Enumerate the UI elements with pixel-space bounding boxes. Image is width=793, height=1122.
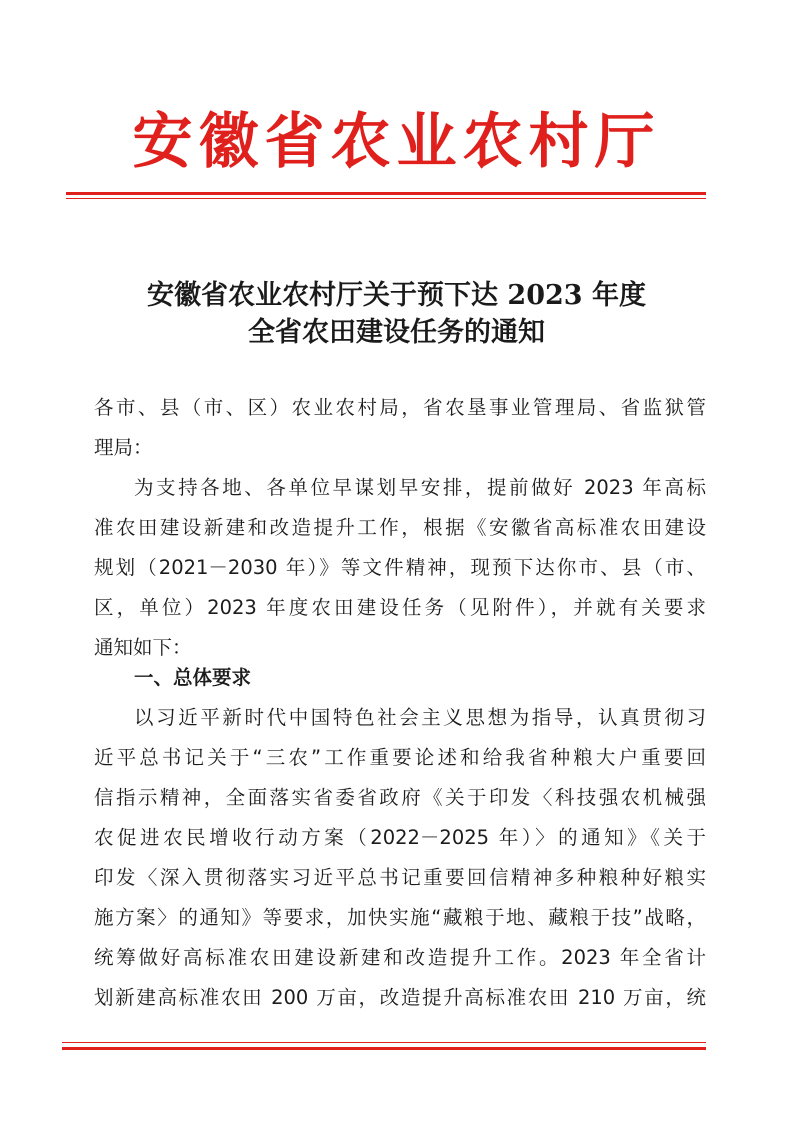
masthead-rule-top <box>66 192 706 195</box>
intro-paragraph <box>94 468 706 668</box>
section-1-line: 信指示精神，全面落实省委省政府《关于印发〈科技强农机械强 <box>94 786 706 809</box>
intro-line: 区，单位）2023 年度农田建设任务（见附件），并就有关要求 <box>94 596 706 619</box>
addressee-line-1: 各市、县（市、区）农业农村局，省农垦事业管理局、省监狱管 <box>94 396 706 419</box>
document-title-line-2: 全省农田建设任务的通知 <box>248 317 545 348</box>
section-1-line: 农促进农民增收行动方案（2022－2025 年）〉的通知》《关于 <box>94 826 706 849</box>
masthead-org-name: 安徽省农业农村厅 <box>132 107 661 177</box>
section-1-line: 统筹做好高标准农田建设新建和改造提升工作。2023 年全省计 <box>94 946 706 969</box>
section-1-heading: 一、总体要求 <box>134 666 252 689</box>
section-1-line: 近平总书记关于“三农”工作重要论述和给我省种粮大户重要回 <box>94 746 706 769</box>
section-1-line: 施方案〉的通知》等要求，加快实施“藏粮于地、藏粮于技”战略， <box>94 906 706 929</box>
addressee <box>94 388 706 468</box>
footer-rule-top <box>62 1042 706 1043</box>
section-1 <box>94 658 706 1018</box>
section-1-line: 划新建高标准农田 200 万亩，改造提升高标准农田 210 万亩，统 <box>94 986 706 1009</box>
intro-line: 准农田建设新建和改造提升工作，根据《安徽省高标准农田建设 <box>94 516 706 539</box>
footer-rule-bottom <box>62 1047 706 1050</box>
intro-line: 通知如下： <box>94 636 192 659</box>
intro-line: 规划（2021－2030 年）》等文件精神，现预下达你市、县（市、 <box>94 556 706 579</box>
addressee-line-2: 理局： <box>94 436 153 459</box>
document-title-line-1: 安徽省农业农村厅关于预下达 2023 年度 <box>147 280 646 311</box>
section-1-line: 印发〈深入贯彻落实习近平总书记重要回信精神多种粮种好粮实 <box>94 866 706 889</box>
masthead-rule-bottom <box>66 198 706 199</box>
section-1-line: 以习近平新时代中国特色社会主义思想为指导，认真贯彻习 <box>134 706 706 729</box>
intro-line: 为支持各地、各单位早谋划早安排，提前做好 2023 年高标 <box>134 476 706 499</box>
